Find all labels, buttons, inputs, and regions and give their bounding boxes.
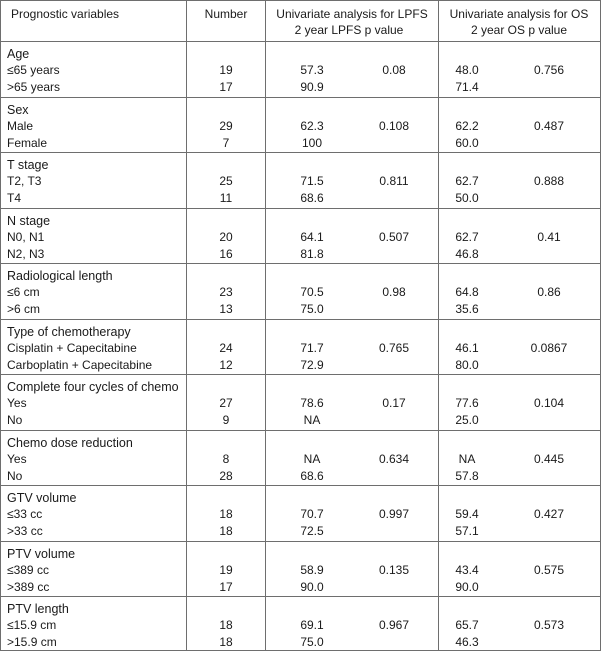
- group-title: Complete four cycles of chemo: [7, 380, 179, 394]
- row-number: 17: [219, 579, 233, 594]
- row-label: N2, N3: [7, 246, 45, 261]
- row-lpfs: 71.5: [300, 174, 324, 188]
- row-label: Yes: [7, 451, 27, 466]
- row-os: 46.3: [455, 635, 479, 649]
- group-title: Radiological length: [7, 269, 113, 283]
- row-lpfs: 68.6: [300, 468, 324, 483]
- row-lpfs-p: 0.997: [378, 507, 410, 521]
- row-label: ≤33 cc: [7, 507, 43, 521]
- header-lpfs: Univariate analysis for LPFS: [276, 7, 428, 21]
- row-number: 9: [222, 413, 230, 427]
- row-lpfs: NA: [303, 413, 321, 427]
- row-os-p: 0.756: [533, 63, 565, 77]
- row-lpfs-p: 0.634: [378, 451, 410, 466]
- row-os: 57.8: [455, 468, 479, 483]
- row-lpfs-p: 0.17: [382, 396, 406, 410]
- row-os: 57.1: [455, 524, 479, 538]
- row-lpfs: 72.9: [300, 357, 324, 372]
- row-number: 12: [219, 357, 233, 372]
- row-os: 43.4: [455, 562, 479, 577]
- row-label: Yes: [7, 396, 27, 410]
- row-lpfs: 64.1: [300, 229, 324, 244]
- row-lpfs: 75.0: [300, 635, 324, 649]
- row-lpfs-p: 0.967: [378, 618, 410, 632]
- header-variables: Prognostic variables: [11, 7, 120, 21]
- row-lpfs: NA: [303, 451, 321, 466]
- row-lpfs: 71.7: [300, 340, 324, 355]
- row-os: 60.0: [455, 135, 479, 150]
- row-os: 62.2: [455, 118, 479, 133]
- row-os: 50.0: [455, 191, 479, 205]
- row-number: 28: [219, 468, 233, 483]
- row-lpfs: 90.9: [300, 80, 324, 94]
- row-lpfs-p: 0.765: [378, 340, 410, 355]
- row-number: 20: [219, 229, 233, 244]
- row-number: 7: [222, 135, 230, 150]
- row-divider: [1, 97, 600, 98]
- row-os: 62.7: [455, 174, 479, 188]
- row-lpfs-p: 0.135: [378, 562, 410, 577]
- group-title: Sex: [7, 102, 29, 117]
- row-os: 25.0: [455, 413, 479, 427]
- row-number: 27: [219, 396, 233, 410]
- row-os: 35.6: [455, 302, 479, 316]
- row-label: No: [7, 468, 23, 483]
- row-os-p: 0.445: [533, 451, 565, 466]
- row-os: 80.0: [455, 357, 479, 372]
- column-divider: [438, 1, 439, 650]
- row-lpfs: 70.5: [300, 285, 324, 299]
- row-lpfs-p: 0.811: [379, 174, 409, 188]
- header-number: Number: [204, 7, 248, 21]
- row-os: 77.6: [455, 396, 479, 410]
- row-os: 48.0: [455, 63, 479, 77]
- group-title: Age: [7, 47, 30, 61]
- group-title: PTV volume: [7, 546, 76, 561]
- row-lpfs: 57.3: [300, 63, 324, 77]
- row-lpfs: 100: [301, 135, 323, 150]
- header-os: Univariate analysis for OS: [449, 7, 589, 21]
- row-number: 8: [222, 451, 230, 466]
- row-divider: [1, 152, 600, 153]
- row-lpfs: 69.1: [300, 618, 324, 632]
- row-lpfs: 75.0: [300, 302, 324, 316]
- row-os: 62.7: [455, 229, 479, 244]
- row-divider: [1, 430, 600, 431]
- row-os-p: 0.41: [537, 229, 561, 244]
- row-os: 46.8: [455, 246, 479, 261]
- row-label: N0, N1: [7, 229, 45, 244]
- row-number: 19: [219, 562, 233, 577]
- row-divider: [1, 41, 600, 42]
- row-lpfs: 58.9: [300, 562, 324, 577]
- row-os: 59.4: [455, 507, 479, 521]
- row-lpfs: 70.7: [300, 507, 324, 521]
- row-number: 18: [219, 618, 233, 632]
- group-title: Chemo dose reduction: [7, 435, 133, 450]
- row-label: Male: [7, 118, 34, 133]
- row-label: >65 years: [7, 80, 61, 94]
- group-title: T stage: [7, 158, 49, 172]
- group-title: GTV volume: [7, 491, 77, 505]
- row-lpfs: 62.3: [300, 118, 324, 133]
- row-lpfs-p: 0.08: [382, 63, 406, 77]
- row-divider: [1, 263, 600, 264]
- row-number: 24: [219, 340, 233, 355]
- row-os: 64.8: [455, 285, 479, 299]
- row-label: T4: [7, 191, 22, 205]
- row-lpfs: 72.5: [300, 524, 324, 538]
- row-label: >33 cc: [7, 524, 43, 538]
- row-number: 17: [219, 80, 233, 94]
- row-number: 18: [219, 507, 233, 521]
- row-label: ≤389 cc: [7, 562, 49, 577]
- row-number: 18: [219, 524, 233, 538]
- row-os-p: 0.573: [533, 618, 565, 632]
- group-title: Type of chemotherapy: [7, 324, 131, 339]
- row-label: T2, T3: [7, 174, 42, 188]
- row-label: ≤15.9 cm: [7, 618, 57, 632]
- row-lpfs-p: 0.108: [378, 118, 410, 133]
- row-label: ≤6 cm: [7, 285, 40, 299]
- row-os: 65.7: [455, 618, 479, 632]
- row-lpfs: 78.6: [300, 396, 324, 410]
- row-label: >389 cc: [7, 579, 50, 594]
- row-number: 13: [219, 302, 233, 316]
- row-label: Carboplatin + Capecitabine: [7, 357, 153, 372]
- row-os-p: 0.575: [533, 562, 565, 577]
- header-os-sub: 2 year OS p value: [470, 23, 568, 37]
- row-os-p: 0.0867: [530, 340, 568, 355]
- row-lpfs: 81.8: [300, 246, 324, 261]
- row-os-p: 0.487: [533, 118, 565, 133]
- row-label: Cisplatin + Capecitabine: [7, 340, 137, 355]
- column-divider: [186, 1, 187, 650]
- row-os-p: 0.104: [533, 396, 565, 410]
- row-label: >6 cm: [7, 302, 41, 316]
- row-lpfs-p: 0.98: [382, 285, 406, 299]
- row-os: 90.0: [455, 579, 479, 594]
- row-os-p: 0.427: [533, 507, 565, 521]
- row-os-p: 0.888: [533, 174, 565, 188]
- row-lpfs-p: 0.507: [378, 229, 410, 244]
- row-number: 19: [219, 63, 233, 77]
- row-divider: [1, 374, 600, 375]
- group-title: N stage: [7, 213, 51, 228]
- row-label: Female: [7, 135, 48, 150]
- row-os: 46.1: [455, 340, 479, 355]
- row-lpfs: 68.6: [300, 191, 324, 205]
- row-number: 23: [219, 285, 233, 299]
- row-divider: [1, 596, 600, 597]
- row-label: ≤65 years: [7, 63, 60, 77]
- row-label: >15.9 cm: [7, 635, 57, 649]
- group-title: PTV length: [7, 602, 69, 616]
- column-divider: [265, 1, 266, 650]
- header-lpfs-sub: 2 year LPFS p value: [294, 23, 404, 37]
- row-label: No: [7, 413, 23, 427]
- row-divider: [1, 485, 600, 486]
- row-number: 18: [219, 635, 233, 649]
- row-os: NA: [458, 451, 476, 466]
- row-number: 25: [219, 174, 233, 188]
- row-number: 29: [219, 118, 233, 133]
- row-number: 11: [219, 191, 233, 205]
- row-os-p: 0.86: [537, 285, 561, 299]
- row-os: 71.4: [455, 80, 479, 94]
- row-divider: [1, 541, 600, 542]
- row-number: 16: [219, 246, 233, 261]
- row-lpfs: 90.0: [300, 579, 324, 594]
- row-divider: [1, 319, 600, 320]
- row-divider: [1, 208, 600, 209]
